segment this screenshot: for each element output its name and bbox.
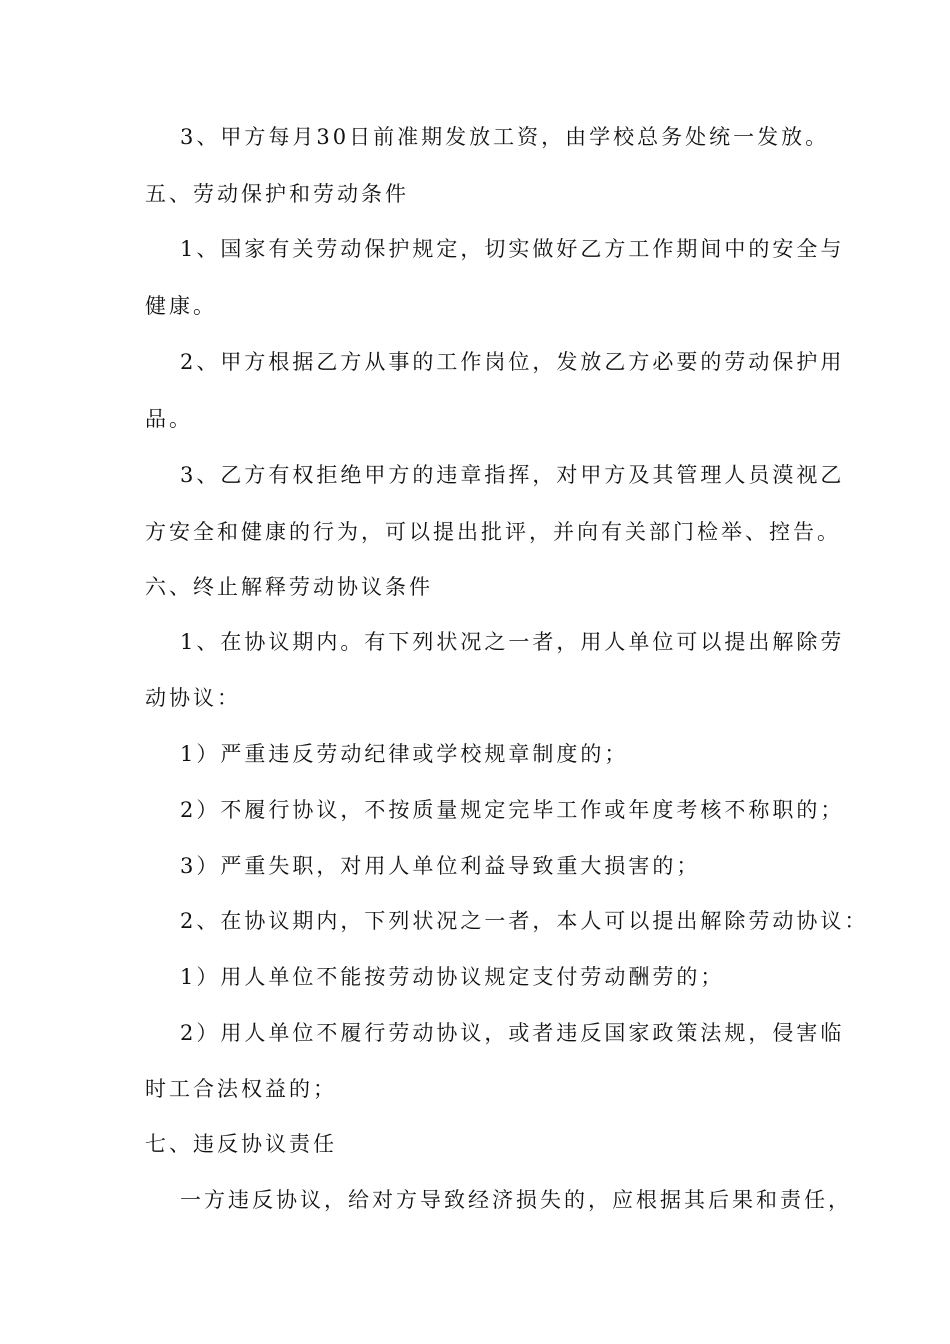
paragraph-line: 1、在协议期内。有下列状况之一者，用人单位可以提出解除劳 — [180, 630, 845, 654]
section-heading: 七、违反协议责任 — [145, 1132, 337, 1156]
paragraph-line: 品。 — [145, 407, 193, 431]
paragraph-line: 2、在协议期内，下列状况之一者，本人可以提出解除劳动协议： — [180, 909, 869, 933]
paragraph-line: 一方违反协议，给对方导致经济损失的，应根据其后果和责任， — [180, 1188, 852, 1212]
list-item: 2）不履行协议，不按质量规定完毕工作或年度考核不称职的； — [180, 798, 845, 822]
paragraph-line: 3、甲方每月30日前准期发放工资，由学校总务处统一发放。 — [180, 125, 830, 149]
paragraph-line: 时工合法权益的； — [145, 1077, 337, 1101]
paragraph-line: 动协议： — [145, 686, 241, 710]
paragraph-line: 3、乙方有权拒绝甲方的违章指挥，对甲方及其管理人员漠视乙 — [180, 463, 845, 487]
paragraph-line: 1、国家有关劳动保护规定，切实做好乙方工作期间中的安全与 — [180, 237, 845, 261]
paragraph-line: 2、甲方根据乙方从事的工作岗位，发放乙方必要的劳动保护用 — [180, 350, 845, 374]
section-heading: 五、劳动保护和劳动条件 — [145, 182, 409, 206]
section-heading: 六、终止解释劳动协议条件 — [145, 575, 433, 599]
list-item: 1）用人单位不能按劳动协议规定支付劳动酬劳的； — [180, 965, 725, 989]
list-item: 1）严重违反劳动纪律或学校规章制度的； — [180, 742, 629, 766]
list-item: 3）严重失职，对用人单位利益导致重大损害的； — [180, 854, 701, 878]
paragraph-line: 方安全和健康的行为，可以提出批评，并向有关部门检举、控告。 — [145, 520, 841, 544]
list-item: 2）用人单位不履行劳动协议，或者违反国家政策法规，侵害临 — [180, 1021, 845, 1045]
paragraph-line: 健康。 — [145, 294, 217, 318]
